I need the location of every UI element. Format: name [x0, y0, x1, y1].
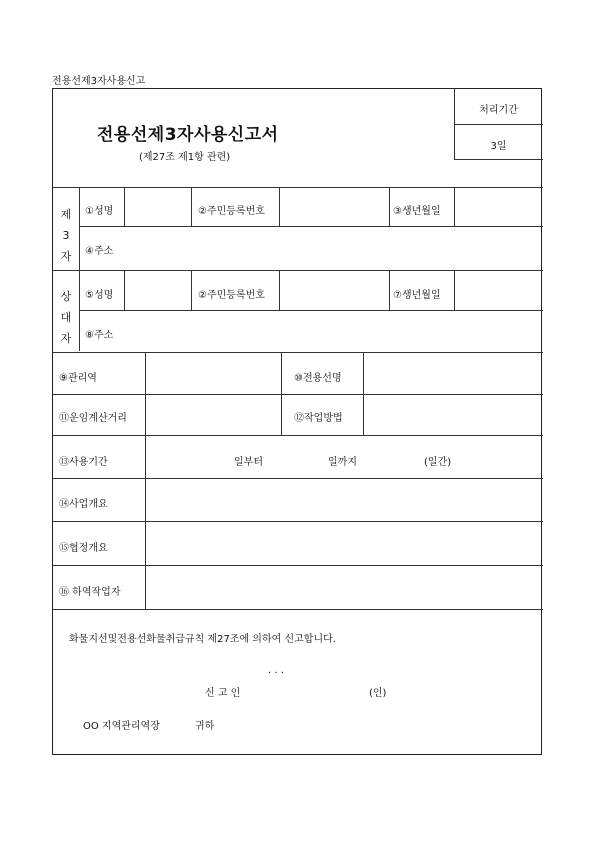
declaration-statement: 화물지선및전용선화물취급규칙 제27조에 의하여 신고합니다.	[69, 634, 336, 645]
third-party-address-label: ④주소	[85, 246, 114, 257]
form-subtitle: (제27조 제1항 관련)	[139, 152, 231, 163]
work-method-label: ⑫작업방법	[294, 413, 343, 424]
third-party-side-label: 제 3 자	[60, 208, 72, 263]
period-from-text: 일부터	[234, 457, 263, 468]
third-party-resident-no-label: ②주민등록번호	[198, 206, 265, 217]
report-form	[52, 88, 542, 755]
counterparty-resident-no-label: ②주민등록번호	[198, 290, 265, 301]
line-name-label: ⑩전용선명	[294, 373, 342, 384]
declaration-date: . . .	[268, 665, 284, 676]
period-label: ⑬사용기간	[59, 457, 108, 468]
recipient-honorific: 귀하	[195, 721, 215, 732]
processing-period-value: 3일	[490, 141, 507, 152]
recipient-label: OO 지역관리역장	[83, 721, 160, 732]
period-days-text: (일간)	[424, 457, 452, 468]
business-overview-label: ⑭사업개요	[59, 499, 108, 510]
cargo-handler-label: ⑯ 하역작업자	[59, 587, 121, 598]
document-label: 전용선제3자사용신고	[52, 76, 146, 87]
agreement-overview-label: ⑮협정개요	[59, 543, 108, 554]
declarant-label: 신 고 인	[205, 688, 241, 699]
third-party-name-label: ①성명	[85, 206, 114, 217]
station-label: ⑨관리역	[59, 373, 97, 384]
processing-period-label: 처리기간	[479, 105, 518, 116]
counterparty-name-label: ⑤성명	[85, 290, 114, 301]
counterparty-birth-label: ⑦생년월일	[393, 290, 441, 301]
form-title: 전용선제3자사용신고서	[97, 125, 279, 145]
seal-mark: (인)	[369, 688, 387, 699]
freight-distance-label: ⑪운임계산거리	[59, 413, 127, 424]
third-party-birth-label: ③생년월일	[393, 206, 441, 217]
counterparty-address-label: ⑧주소	[85, 330, 114, 341]
period-to-text: 일까지	[328, 457, 357, 468]
counterparty-side-label: 상 대 자	[60, 290, 72, 345]
